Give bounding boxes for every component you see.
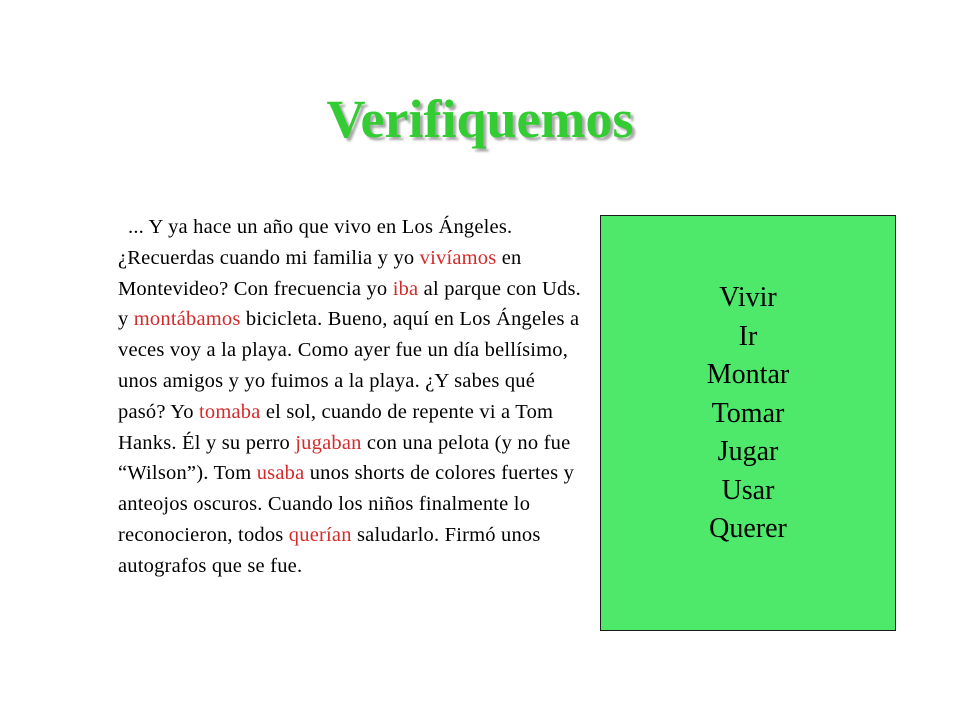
story-paragraph — [118, 212, 586, 582]
verb-infinitive: Vivir — [719, 282, 777, 313]
verb-infinitive: Montar — [706, 359, 790, 390]
story-text: bicicleta. Bueno, aquí en Los Ángeles a veces voy a la playa. Como ayer fue un día bellísimo, unos amigos y yo fuimos a la playa. ¿Y sabes qué pasó? Yo — [118, 308, 580, 423]
verb-infinitive: Tomar — [711, 397, 785, 429]
story-text: al parque con Uds. y — [118, 277, 581, 331]
verb-infinitive: Ir — [738, 320, 758, 352]
highlighted-verb: montábamos — [133, 308, 241, 331]
highlighted-verb: tomaba — [198, 400, 261, 423]
highlighted-verb: usaba — [256, 462, 305, 485]
story-text: en Montevideo? Con frecuencia yo — [118, 246, 522, 300]
story-text: el sol, cuando de repente vi a Tom Hanks. Él y su perro — [118, 400, 554, 454]
story-text: saludarlo. Firmó unos autografos que se fue. — [118, 523, 541, 577]
verb-infinitive: Jugar — [717, 436, 779, 467]
highlighted-verb: querían — [288, 523, 352, 546]
highlighted-verb: iba — [392, 277, 419, 300]
story-text: con una pelota (y no fue “Wilson”). Tom — [118, 431, 571, 485]
verb-infinitive: Querer — [709, 513, 787, 544]
verb-infinitive: Usar — [721, 474, 775, 506]
slide-title: Verifiquemos — [326, 89, 634, 149]
highlighted-verb: jugaban — [295, 431, 362, 454]
verb-list-box — [600, 215, 896, 631]
highlighted-verb: vivíamos — [419, 246, 497, 269]
story-text: unos shorts de colores fuertes y anteojos oscuros. Cuando los niños finalmente lo reconocieron, todos — [118, 462, 575, 546]
story-text: ... Y ya hace un año que vivo en Los Ángeles. ¿Recuerdas cuando mi familia y yo — [118, 216, 513, 269]
